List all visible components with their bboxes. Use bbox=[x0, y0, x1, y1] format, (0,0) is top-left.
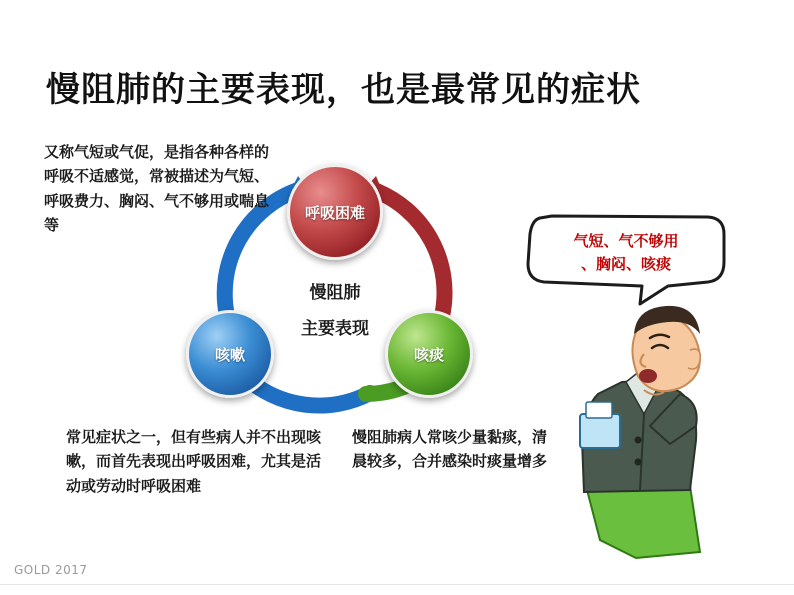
description-cough: 常见症状之一，但有些病人并不出现咳嗽，而首先表现出呼吸困难，尤其是活动或劳动时呼吸困难 bbox=[66, 428, 322, 495]
footer-divider bbox=[0, 584, 794, 585]
coughing-man-illustration bbox=[540, 290, 790, 570]
node-sputum-label: 咳痰 bbox=[413, 345, 444, 364]
description-sputum: 慢阻肺病人常咳少量黏痰，清晨较多，合并感染时痰量增多 bbox=[352, 428, 548, 471]
footer-label: GOLD 2017 bbox=[14, 563, 88, 577]
speech-bubble-line1: 气短、气不够用 bbox=[573, 232, 679, 250]
speech-bubble bbox=[528, 216, 724, 292]
diagram-center-line1: 慢阻肺 bbox=[309, 283, 361, 303]
speech-bubble-text bbox=[528, 230, 724, 275]
description-dyspnea: 又称气短或气促，是指各种各样的呼吸不适感觉，常被描述为气短、呼吸费力、胸闷、气不够用或喘息等 bbox=[44, 143, 270, 234]
node-dyspnea[interactable] bbox=[287, 164, 383, 260]
node-cough-label: 咳嗽 bbox=[214, 345, 245, 364]
node-dyspnea-label: 呼吸困难 bbox=[304, 203, 365, 222]
diagram-center-line2: 主要表现 bbox=[301, 319, 369, 339]
speech-bubble-line2: 、胸闷、咳痰 bbox=[580, 254, 671, 273]
person-figure-icon bbox=[540, 290, 790, 570]
page-title: 慢阻肺的主要表现，也是最常见的症状 bbox=[46, 70, 641, 110]
